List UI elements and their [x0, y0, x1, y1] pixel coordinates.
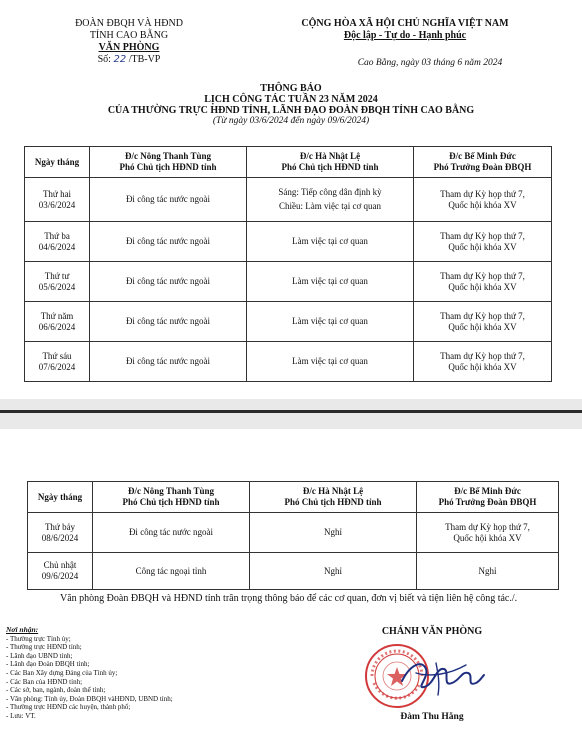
- signer-name: Đàm Thu Hằng: [400, 712, 464, 722]
- header-day: Ngày tháng: [28, 482, 93, 513]
- agency-name-line1: ĐOÀN ĐBQH VÀ HĐND: [75, 18, 183, 29]
- issue-date: Cao Bằng, ngày 03 tháng 6 năm 2024: [357, 58, 503, 68]
- cell-person-c: Nghỉ: [417, 553, 559, 590]
- title-date-range: (Từ ngày 03/6/2024 đến ngày 09/6/2024): [212, 116, 370, 126]
- schedule-table-page1: [24, 146, 552, 382]
- table-row: [28, 513, 559, 553]
- agency-header: [54, 18, 204, 66]
- header-person-b: Đ/c Hà Nhật Lệ Phó Chủ tịch HĐND tỉnh: [247, 147, 414, 178]
- cell-person-c: Tham dự Kỳ họp thứ 7, Quốc hội khóa XV: [414, 222, 552, 262]
- table-row: [25, 342, 552, 382]
- title-line2: LỊCH CÔNG TÁC TUẦN 23 NĂM 2024: [204, 94, 378, 105]
- title-line3: CỦA THƯỜNG TRỰC HĐND TỈNH, LÃNH ĐẠO ĐOÀN ĐBQH TỈNH CAO BẰNG: [107, 105, 475, 116]
- page-break: [0, 399, 582, 429]
- recipients-heading: Nơi nhận:: [6, 625, 39, 634]
- cell-person-a: Đi công tác nước ngoài: [90, 302, 247, 342]
- cell-day: Chủ nhật 09/6/2024: [28, 553, 93, 590]
- table-row: [28, 553, 559, 590]
- document-title: [0, 83, 582, 127]
- handwritten-signature-icon: [396, 647, 486, 703]
- national-title: CỘNG HÒA XÃ HỘI CHỦ NGHĨA VIỆT NAM: [301, 18, 509, 29]
- cell-person-a: Công tác ngoại tỉnh: [93, 553, 250, 590]
- table-header-row: [28, 482, 559, 513]
- schedule-table-page2: [27, 481, 559, 590]
- recipient-item: - Thường trực HĐND tỉnh;: [6, 643, 82, 652]
- national-motto: Độc lập - Tự do - Hạnh phúc: [343, 30, 467, 41]
- header-person-a: Đ/c Nông Thanh Tùng Phó Chủ tịch HĐND tỉnh: [90, 147, 247, 178]
- header-person-b: Đ/c Hà Nhật Lệ Phó Chủ tịch HĐND tỉnh: [250, 482, 417, 513]
- cell-person-c: Tham dự Kỳ họp thứ 7, Quốc hội khóa XV: [414, 342, 552, 382]
- recipient-item: - Lưu: VT.: [6, 711, 36, 720]
- recipient-item: - Các Ban Xây dựng Đảng của Tỉnh ủy;: [6, 668, 118, 677]
- cell-person-b: Nghỉ: [250, 553, 417, 590]
- cell-person-a: Đi công tác nước ngoài: [90, 178, 247, 222]
- page-edge-divider: [0, 410, 582, 413]
- table-header-row: [25, 147, 552, 178]
- cell-person-c: Tham dự Kỳ họp thứ 7, Quốc hội khóa XV: [414, 178, 552, 222]
- agency-name-line2: TỈNH CAO BẰNG: [89, 30, 169, 41]
- cell-person-a: Đi công tác nước ngoài: [93, 513, 250, 553]
- cell-day: Thứ sáu 07/6/2024: [25, 342, 90, 382]
- cell-person-a: Đi công tác nước ngoài: [90, 262, 247, 302]
- cell-day: Thứ tư 05/6/2024: [25, 262, 90, 302]
- cell-person-b: Làm việc tại cơ quan: [247, 302, 414, 342]
- table-row: [25, 178, 552, 222]
- cell-day: Thứ bảy 08/6/2024: [28, 513, 93, 553]
- table-row: [25, 222, 552, 262]
- header-person-c: Đ/c Bế Minh Đức Phó Trưởng Đoàn ĐBQH: [414, 147, 552, 178]
- cell-person-a: Đi công tác nước ngoài: [90, 222, 247, 262]
- document-number: Số: 22 /TB-VP: [97, 54, 161, 65]
- cell-person-c: Tham dự Kỳ họp thứ 7, Quốc hội khóa XV: [414, 262, 552, 302]
- national-header: [270, 18, 540, 42]
- notice-paragraph: Văn phòng Đoàn ĐBQH và HĐND tỉnh trân trọng thông báo để các cơ quan, đơn vị biết và tiện liên hệ công tác./.: [60, 593, 518, 604]
- agency-office: VĂN PHÒNG: [98, 42, 160, 53]
- recipient-item: - Thường trực Tỉnh ủy;: [6, 634, 71, 643]
- cell-person-b: Nghỉ: [250, 513, 417, 553]
- recipients-block: [6, 626, 306, 721]
- document-number-handwritten: 22: [113, 54, 127, 65]
- title-line1: THÔNG BÁO: [260, 83, 322, 94]
- cell-day: Thứ hai 03/6/2024: [25, 178, 90, 222]
- recipient-item: - Văn phòng: Tỉnh ủy, Đoàn ĐBQH vàHĐND, UBND tỉnh;: [6, 694, 173, 703]
- cell-person-c: Tham dự Kỳ họp thứ 7, Quốc hội khóa XV: [417, 513, 559, 553]
- cell-day: Thứ ba 04/6/2024: [25, 222, 90, 262]
- cell-person-b: Làm việc tại cơ quan: [247, 342, 414, 382]
- cell-day: Thứ năm 06/6/2024: [25, 302, 90, 342]
- recipient-item: - Các Ban của HĐND tỉnh;: [6, 677, 83, 686]
- header-day: Ngày tháng: [25, 147, 90, 178]
- cell-person-b: Làm việc tại cơ quan: [247, 262, 414, 302]
- signer-position: CHÁNH VĂN PHÒNG: [381, 626, 483, 637]
- recipient-item: - Thường trực HĐND các huyện, thành phố;: [6, 703, 131, 712]
- table-row: [25, 302, 552, 342]
- header-person-c: Đ/c Bế Minh Đức Phó Trưởng Đoàn ĐBQH: [417, 482, 559, 513]
- recipient-item: - Lãnh đạo Đoàn ĐBQH tỉnh;: [6, 660, 90, 669]
- cell-person-c: Tham dự Kỳ họp thứ 7, Quốc hội khóa XV: [414, 302, 552, 342]
- table-row: [25, 262, 552, 302]
- cell-person-a: Đi công tác nước ngoài: [90, 342, 247, 382]
- cell-person-b: Làm việc tại cơ quan: [247, 222, 414, 262]
- recipient-item: - Lãnh đạo UBND tỉnh;: [6, 651, 73, 660]
- header-person-a: Đ/c Nông Thanh Tùng Phó Chủ tịch HĐND tỉnh: [93, 482, 250, 513]
- recipient-item: - Các sở, ban, ngành, đoàn thể tỉnh;: [6, 686, 106, 695]
- cell-person-b: Sáng: Tiếp công dân định kỳ Chiều: Làm việc tại cơ quan: [247, 178, 414, 222]
